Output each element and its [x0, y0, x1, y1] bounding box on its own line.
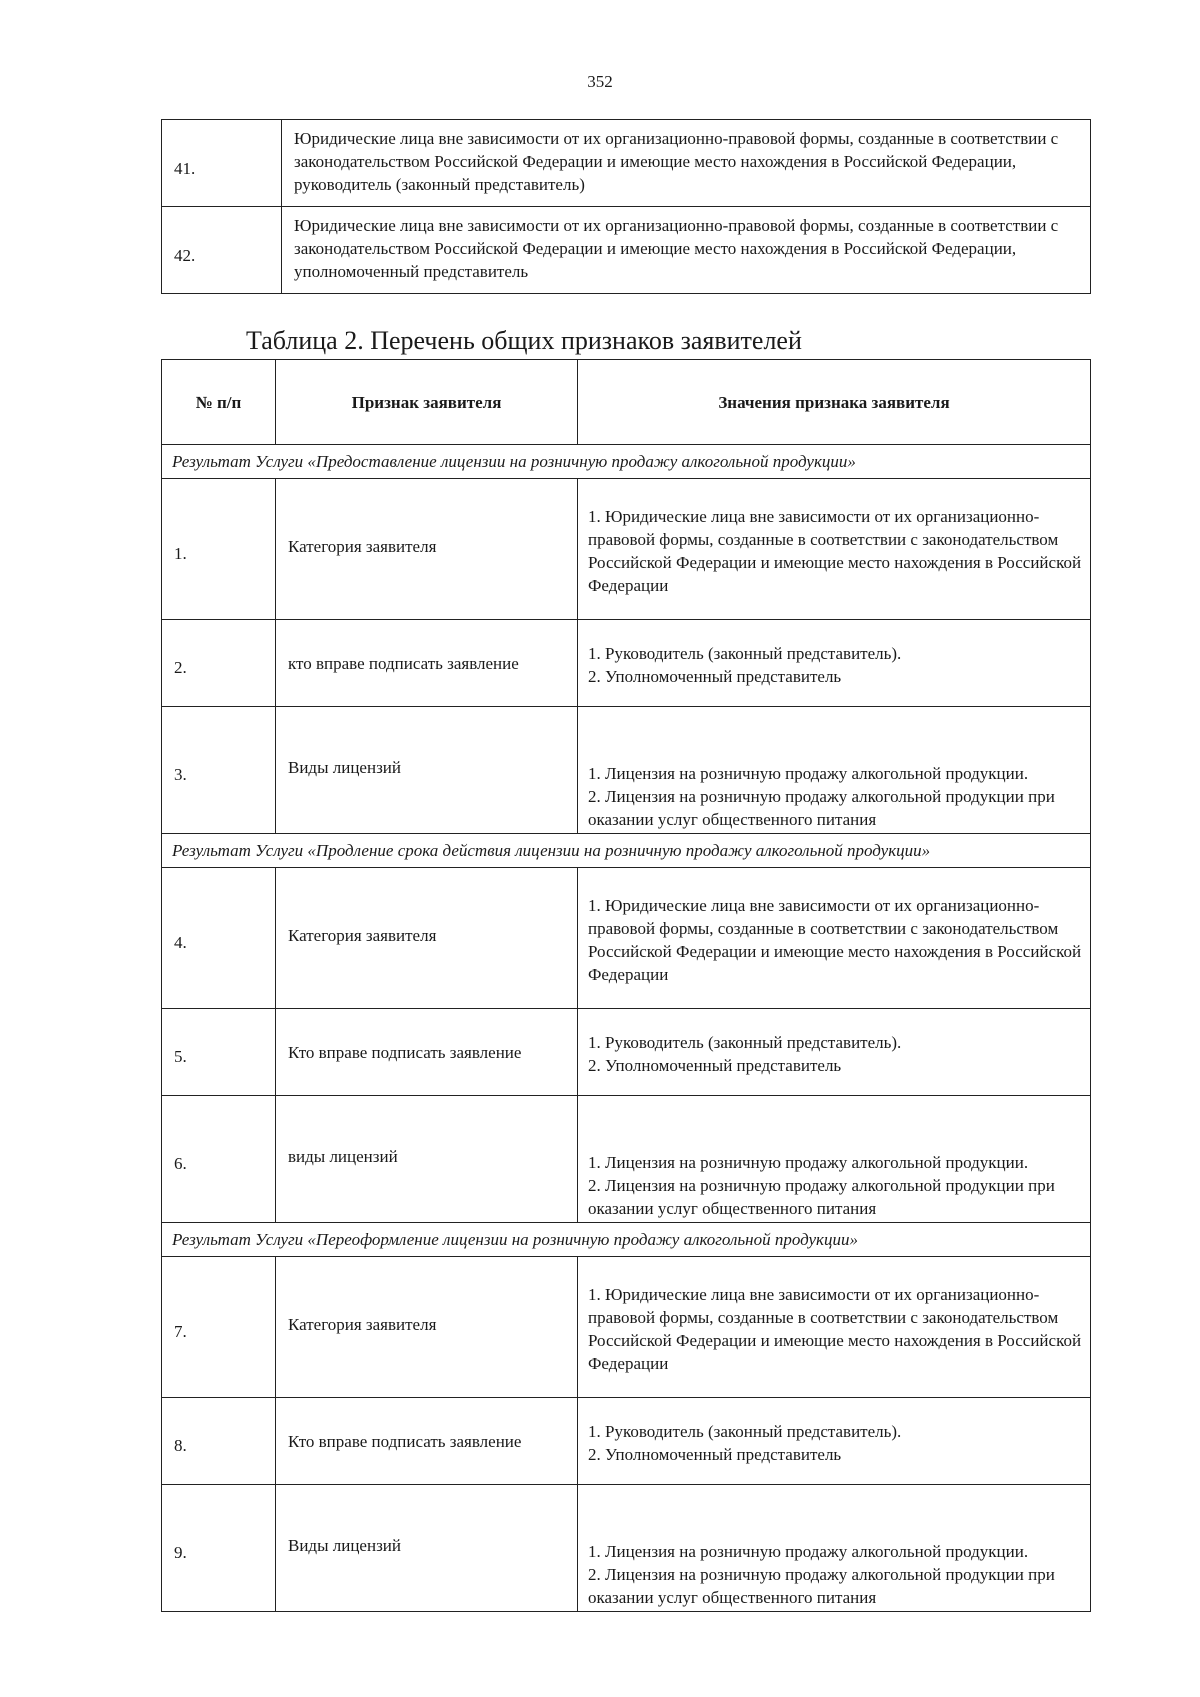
table-row [162, 1485, 1091, 1612]
row-text: Юридические лица вне зависимости от их организационно-правовой формы, созданные в соответствии с законодательством Российской Федерации и имеющие место нахождения в Российской Федерации, уполномоченный представитель [282, 207, 1091, 294]
section-title: Результат Услуги «Переоформление лицензии на розничную продажу алкогольной продукции» [162, 1223, 1091, 1257]
attribute-name: Категория заявителя [276, 479, 578, 620]
attribute-values [578, 479, 1091, 620]
header-num: № п/п [162, 360, 276, 445]
row-number: 1. [162, 479, 276, 620]
attribute-value-line: 2. Уполномоченный представитель [588, 1056, 842, 1075]
table-row [162, 120, 1091, 207]
attribute-name: виды лицензий [276, 1096, 578, 1223]
table-row [162, 620, 1091, 707]
attribute-name: Категория заявителя [276, 868, 578, 1009]
attribute-name: кто вправе подписать заявление [276, 620, 578, 707]
applicant-categories-table-continued [161, 119, 1091, 294]
attribute-value-line: 1. Руководитель (законный представитель). [588, 1033, 902, 1052]
table-title: Таблица 2. Перечень общих признаков заявителей [246, 326, 802, 355]
header-value: Значения признака заявителя [578, 360, 1091, 445]
section-row [162, 445, 1091, 479]
attribute-value-line: 2. Лицензия на розничную продажу алкогольной продукции при оказании услуг общественного питания [588, 1565, 1055, 1607]
attribute-name: Кто вправе подписать заявление [276, 1009, 578, 1096]
attribute-value-line: 1. Лицензия на розничную продажу алкогольной продукции. [588, 764, 1029, 783]
attribute-values [578, 1398, 1091, 1485]
table-row [162, 479, 1091, 620]
row-number: 4. [162, 868, 276, 1009]
table-row [162, 1096, 1091, 1223]
attribute-values [578, 1485, 1091, 1612]
page-number: 352 [587, 72, 613, 91]
attribute-values [578, 1257, 1091, 1398]
section-row [162, 834, 1091, 868]
section-title: Результат Услуги «Продление срока действия лицензии на розничную продажу алкогольной продукции» [162, 834, 1091, 868]
table-row [162, 1257, 1091, 1398]
row-number: 41. [162, 120, 282, 207]
attribute-value-line: 1. Лицензия на розничную продажу алкогольной продукции. [588, 1542, 1029, 1561]
attribute-values [578, 620, 1091, 707]
table-header-row [162, 360, 1091, 445]
attribute-value-line: 1. Руководитель (законный представитель). [588, 644, 902, 663]
row-number: 5. [162, 1009, 276, 1096]
row-number: 3. [162, 707, 276, 834]
attribute-value-line: 2. Уполномоченный представитель [588, 667, 842, 686]
attribute-values [578, 868, 1091, 1009]
attribute-value-line: 1. Руководитель (законный представитель). [588, 1422, 902, 1441]
attribute-value-line: 2. Лицензия на розничную продажу алкогольной продукции при оказании услуг общественного питания [588, 787, 1055, 829]
attribute-name: Кто вправе подписать заявление [276, 1398, 578, 1485]
row-number: 2. [162, 620, 276, 707]
row-number: 7. [162, 1257, 276, 1398]
attribute-value-line: 1. Лицензия на розничную продажу алкогольной продукции. [588, 1153, 1029, 1172]
row-number: 9. [162, 1485, 276, 1612]
table-row [162, 868, 1091, 1009]
attribute-values [578, 1096, 1091, 1223]
attribute-value-line: 2. Лицензия на розничную продажу алкогольной продукции при оказании услуг общественного питания [588, 1176, 1055, 1218]
header-attr: Признак заявителя [276, 360, 578, 445]
attribute-value-line: 1. Юридические лица вне зависимости от их организационно-правовой формы, созданные в соответствии с законодательством Российской Федерации и имеющие место нахождения в Российской Федерации [588, 896, 1082, 984]
table-row [162, 1009, 1091, 1096]
attribute-name: Категория заявителя [276, 1257, 578, 1398]
applicant-attributes-table [161, 359, 1091, 1612]
row-number: 8. [162, 1398, 276, 1485]
table-row [162, 707, 1091, 834]
section-title: Результат Услуги «Предоставление лицензии на розничную продажу алкогольной продукции» [162, 445, 1091, 479]
table-row [162, 1398, 1091, 1485]
attribute-name: Виды лицензий [276, 1485, 578, 1612]
row-number: 42. [162, 207, 282, 294]
attribute-value-line: 1. Юридические лица вне зависимости от их организационно-правовой формы, созданные в соответствии с законодательством Российской Федерации и имеющие место нахождения в Российской Федерации [588, 507, 1082, 595]
row-number: 6. [162, 1096, 276, 1223]
table-row [162, 207, 1091, 294]
attribute-name: Виды лицензий [276, 707, 578, 834]
row-text: Юридические лица вне зависимости от их организационно-правовой формы, созданные в соответствии с законодательством Российской Федерации и имеющие место нахождения в Российской Федерации, руководитель (законный представитель) [282, 120, 1091, 207]
attribute-values [578, 1009, 1091, 1096]
attribute-value-line: 2. Уполномоченный представитель [588, 1445, 842, 1464]
section-row [162, 1223, 1091, 1257]
attribute-value-line: 1. Юридические лица вне зависимости от их организационно-правовой формы, созданные в соответствии с законодательством Российской Федерации и имеющие место нахождения в Российской Федерации [588, 1285, 1082, 1373]
attribute-values [578, 707, 1091, 834]
